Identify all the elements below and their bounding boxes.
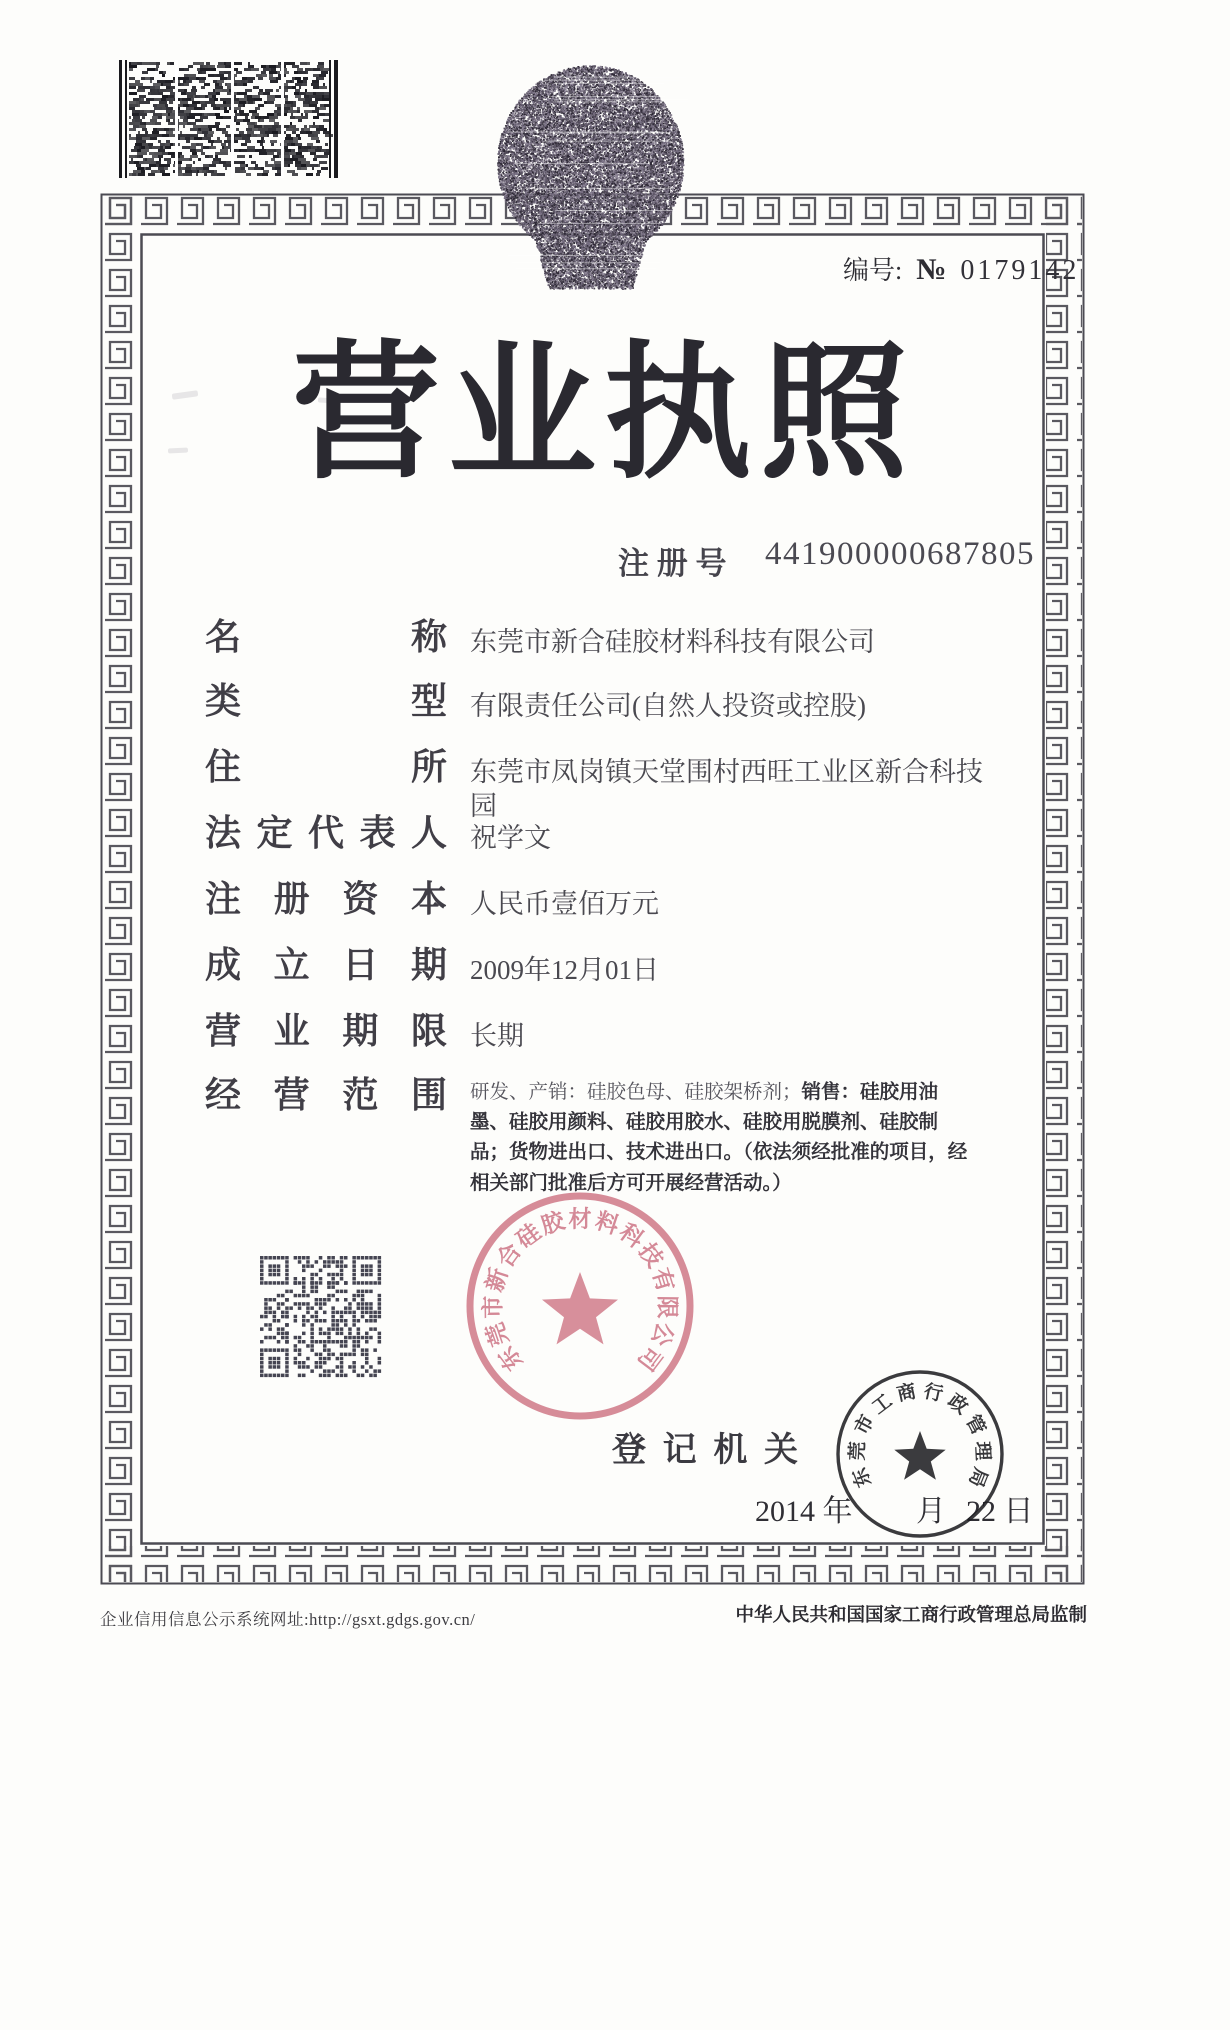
- field-label-scope: 经营范围: [205, 1075, 447, 1115]
- field-value-founded: 2009年12月01日: [470, 955, 659, 985]
- svg-text:市: 市: [480, 1295, 506, 1319]
- footer-issuer-text: 中华人民共和国国家工商行政管理总局监制: [735, 1606, 1087, 1626]
- svg-text:行: 行: [921, 1381, 945, 1406]
- serial-label: 编号:: [843, 256, 903, 285]
- company-seal: [455, 1178, 705, 1433]
- svg-text:管: 管: [961, 1411, 989, 1439]
- svg-text:技: 技: [633, 1238, 668, 1272]
- svg-text:政: 政: [943, 1390, 972, 1419]
- footer-public-system-url: 企业信用信息公示系统网址:http://gsxt.gdgs.gov.cn/: [100, 1610, 476, 1629]
- license-title: 营业执照: [292, 327, 908, 499]
- svg-text:工: 工: [868, 1390, 897, 1419]
- field-label-founded: 成立日期: [205, 945, 447, 985]
- field-label-address: 住所: [205, 747, 447, 787]
- registry-authority-label: 登记机关: [612, 1432, 798, 1469]
- svg-text:料: 料: [592, 1207, 622, 1239]
- field-label-name: 名称: [205, 617, 447, 657]
- field-label-capital: 注册资本: [205, 879, 447, 919]
- qr-code: [256, 1250, 388, 1386]
- svg-text:东: 东: [849, 1464, 876, 1490]
- svg-text:有: 有: [647, 1265, 679, 1295]
- registry-seal: [832, 1366, 1008, 1542]
- svg-text:硅: 硅: [511, 1218, 546, 1253]
- date-day: 22 日: [966, 1495, 1034, 1528]
- svg-text:司: 司: [632, 1341, 667, 1376]
- registration-number-value: 441900000687805: [765, 536, 1035, 572]
- field-value-term: 长期: [470, 1021, 524, 1051]
- svg-text:莞: 莞: [482, 1319, 514, 1350]
- serial-number-line: [843, 250, 1079, 287]
- svg-text:科: 科: [614, 1218, 649, 1253]
- date-month: 月: [916, 1495, 946, 1528]
- svg-text:材: 材: [568, 1206, 592, 1232]
- registration-number-label: 注 册 号: [618, 546, 727, 581]
- field-label-legal-rep: 法定代表人: [205, 813, 447, 853]
- scope-part2: 销售：硅胶用油墨、硅胶用颜料、硅胶用胶水、硅胶用脱膜剂、硅胶制品；货物进出口、技术进出口。（依法须经批准的项目，经相关部门批准后方可开展经营活动。）: [470, 1082, 968, 1194]
- svg-text:公: 公: [646, 1319, 678, 1350]
- svg-text:市: 市: [851, 1411, 879, 1439]
- date-year: 2014 年: [755, 1495, 853, 1528]
- scan-smudge: [168, 447, 188, 453]
- svg-text:胶: 胶: [538, 1207, 568, 1239]
- scope-part1: 研发、产销：硅胶色母、硅胶架桥剂；: [470, 1082, 802, 1103]
- svg-text:理: 理: [970, 1440, 993, 1461]
- 2d-barcode: [113, 58, 348, 180]
- field-value-type: 有限责任公司(自然人投资或控股): [470, 691, 866, 721]
- svg-text:新: 新: [481, 1265, 513, 1295]
- field-value-address: 东莞市凤岗镇天堂围村西旺工业区新合科技园: [470, 757, 983, 821]
- field-value-name: 东莞市新合硅胶材料科技有限公司: [470, 627, 875, 657]
- national-emblem: [492, 60, 688, 294]
- numero-sign: №: [916, 253, 947, 286]
- svg-text:商: 商: [895, 1381, 919, 1406]
- svg-text:莞: 莞: [847, 1440, 870, 1461]
- svg-text:东: 东: [493, 1341, 528, 1376]
- field-label-type: 类型: [205, 681, 447, 721]
- svg-text:局: 局: [964, 1464, 991, 1490]
- field-label-term: 营业期限: [205, 1011, 447, 1051]
- svg-text:合: 合: [492, 1238, 527, 1272]
- svg-text:限: 限: [654, 1295, 680, 1319]
- field-value-legal-rep: 祝学文: [470, 823, 551, 853]
- field-value-capital: 人民币壹佰万元: [470, 889, 659, 919]
- serial-number: 0179142: [960, 255, 1080, 286]
